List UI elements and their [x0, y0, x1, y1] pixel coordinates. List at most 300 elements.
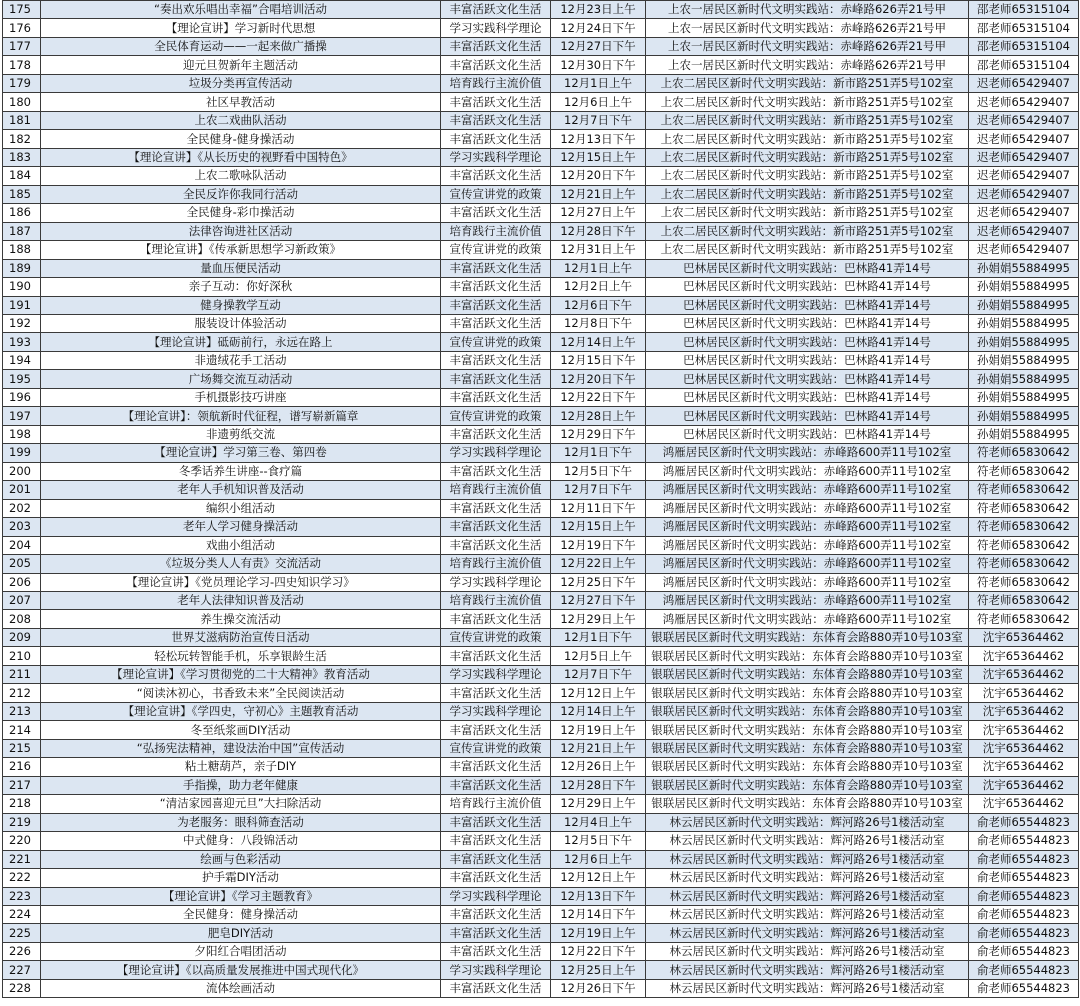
row-number-cell: 186 — [3, 204, 41, 222]
row-number-cell: 224 — [3, 905, 41, 923]
activity-location-cell: 巴林居民区新时代文明实践站：巴林路41弄14号 — [646, 314, 969, 332]
row-number-cell: 223 — [3, 887, 41, 905]
contact-person-cell: 孙娟娟55884995 — [969, 333, 1079, 351]
activity-date-cell: 12月22日下午 — [551, 388, 646, 406]
activity-date-cell: 12月14日下午 — [551, 905, 646, 923]
table-row — [3, 444, 1079, 462]
activity-name-cell: 绘画与色彩活动 — [41, 850, 441, 868]
activity-name-cell: 全民健身：健身操活动 — [41, 905, 441, 923]
activity-name-cell: 【理论宣讲】学习新时代思想 — [41, 19, 441, 37]
activity-location-cell: 上农二居民区新时代文明实践站：新市路251弄5号102室 — [646, 241, 969, 259]
activity-category-cell: 丰富活跃文化生活 — [441, 370, 551, 388]
activity-date-cell: 12月27日上午 — [551, 204, 646, 222]
activity-category-cell: 宣传宣讲党的政策 — [441, 628, 551, 646]
contact-person-cell: 符老师65830642 — [969, 499, 1079, 517]
activity-name-cell: 【理论宣讲】《传承新思想学习新政策》 — [41, 241, 441, 259]
contact-person-cell: 邵老师65315104 — [969, 19, 1079, 37]
activity-category-cell: 学习实践科学理论 — [441, 19, 551, 37]
activity-date-cell: 12月22日下午 — [551, 942, 646, 960]
contact-person-cell: 孙娟娟55884995 — [969, 259, 1079, 277]
table-row — [3, 259, 1079, 277]
contact-person-cell: 邵老师65315104 — [969, 1, 1079, 19]
activity-date-cell: 12月1日上午 — [551, 259, 646, 277]
contact-person-cell: 沈宇65364462 — [969, 684, 1079, 702]
table-row — [3, 499, 1079, 517]
contact-person-cell: 符老师65830642 — [969, 536, 1079, 554]
activity-date-cell: 12月15日上午 — [551, 148, 646, 166]
contact-person-cell: 俞老师65544823 — [969, 905, 1079, 923]
activity-date-cell: 12月7日下午 — [551, 481, 646, 499]
contact-person-cell: 孙娟娟55884995 — [969, 314, 1079, 332]
activity-date-cell: 12月6日上午 — [551, 93, 646, 111]
activity-date-cell: 12月24日下午 — [551, 19, 646, 37]
table-row — [3, 462, 1079, 480]
activity-name-cell: 广场舞交流互动活动 — [41, 370, 441, 388]
activity-date-cell: 12月27日下午 — [551, 592, 646, 610]
table-row — [3, 942, 1079, 960]
row-number-cell: 197 — [3, 407, 41, 425]
table-row — [3, 296, 1079, 314]
activity-location-cell: 上农二居民区新时代文明实践站：新市路251弄5号102室 — [646, 167, 969, 185]
contact-person-cell: 沈宇65364462 — [969, 776, 1079, 794]
activity-category-cell: 宣传宣讲党的政策 — [441, 407, 551, 425]
activity-date-cell: 12月11日下午 — [551, 499, 646, 517]
activity-location-cell: 银联居民区新时代文明实践站：东体育会路880弄10号103室 — [646, 665, 969, 683]
row-number-cell: 206 — [3, 573, 41, 591]
activity-date-cell: 12月29日上午 — [551, 610, 646, 628]
activity-name-cell: 流体绘画活动 — [41, 979, 441, 997]
activity-date-cell: 12月7日下午 — [551, 111, 646, 129]
contact-person-cell: 符老师65830642 — [969, 555, 1079, 573]
table-row — [3, 628, 1079, 646]
activity-category-cell: 培育践行主流价值 — [441, 481, 551, 499]
activity-category-cell: 丰富活跃文化生活 — [441, 850, 551, 868]
row-number-cell: 226 — [3, 942, 41, 960]
activity-date-cell: 12月19日上午 — [551, 721, 646, 739]
activity-date-cell: 12月22日上午 — [551, 555, 646, 573]
activity-name-cell: 手机摄影技巧讲座 — [41, 388, 441, 406]
contact-person-cell: 邵老师65315104 — [969, 37, 1079, 55]
row-number-cell: 211 — [3, 665, 41, 683]
activity-category-cell: 丰富活跃文化生活 — [441, 869, 551, 887]
table-row — [3, 573, 1079, 591]
activity-category-cell: 丰富活跃文化生活 — [441, 462, 551, 480]
activity-category-cell: 丰富活跃文化生活 — [441, 1, 551, 19]
row-number-cell: 209 — [3, 628, 41, 646]
activity-date-cell: 12月15日上午 — [551, 518, 646, 536]
activity-location-cell: 林云居民区新时代文明实践站：辉河路26号1楼活动室 — [646, 887, 969, 905]
contact-person-cell: 符老师65830642 — [969, 518, 1079, 536]
row-number-cell: 196 — [3, 388, 41, 406]
activity-date-cell: 12月31日上午 — [551, 241, 646, 259]
contact-person-cell: 俞老师65544823 — [969, 961, 1079, 979]
contact-person-cell: 孙娟娟55884995 — [969, 351, 1079, 369]
row-number-cell: 182 — [3, 130, 41, 148]
activity-location-cell: 巴林居民区新时代文明实践站：巴林路41弄14号 — [646, 425, 969, 443]
row-number-cell: 189 — [3, 259, 41, 277]
contact-person-cell: 迟老师65429407 — [969, 241, 1079, 259]
table-row — [3, 130, 1079, 148]
activity-name-cell: 老年人学习健身操活动 — [41, 518, 441, 536]
activity-location-cell: 上农二居民区新时代文明实践站：新市路251弄5号102室 — [646, 185, 969, 203]
activity-location-cell: 鸿雁居民区新时代文明实践站：赤峰路600弄11号102室 — [646, 499, 969, 517]
table-row — [3, 314, 1079, 332]
activity-name-cell: 世界艾滋病防治宣传日活动 — [41, 628, 441, 646]
activity-location-cell: 鸿雁居民区新时代文明实践站：赤峰路600弄11号102室 — [646, 518, 969, 536]
contact-person-cell: 沈宇65364462 — [969, 739, 1079, 757]
activity-date-cell: 12月14日上午 — [551, 333, 646, 351]
contact-person-cell: 孙娟娟55884995 — [969, 296, 1079, 314]
activity-location-cell: 上农二居民区新时代文明实践站：新市路251弄5号102室 — [646, 74, 969, 92]
activity-name-cell: “阅读沐初心，书香致未来”全民阅读活动 — [41, 684, 441, 702]
contact-person-cell: 俞老师65544823 — [969, 850, 1079, 868]
contact-person-cell: 俞老师65544823 — [969, 887, 1079, 905]
activity-location-cell: 林云居民区新时代文明实践站：辉河路26号1楼活动室 — [646, 924, 969, 942]
row-number-cell: 192 — [3, 314, 41, 332]
activity-date-cell: 12月5日下午 — [551, 462, 646, 480]
activity-location-cell: 林云居民区新时代文明实践站：辉河路26号1楼活动室 — [646, 869, 969, 887]
row-number-cell: 201 — [3, 481, 41, 499]
activity-location-cell: 巴林居民区新时代文明实践站：巴林路41弄14号 — [646, 259, 969, 277]
activity-location-cell: 巴林居民区新时代文明实践站：巴林路41弄14号 — [646, 278, 969, 296]
activity-category-cell: 丰富活跃文化生活 — [441, 296, 551, 314]
row-number-cell: 208 — [3, 610, 41, 628]
activity-date-cell: 12月7日下午 — [551, 665, 646, 683]
table-row — [3, 776, 1079, 794]
row-number-cell: 175 — [3, 1, 41, 19]
table-row — [3, 702, 1079, 720]
contact-person-cell: 符老师65830642 — [969, 481, 1079, 499]
activity-location-cell: 巴林居民区新时代文明实践站：巴林路41弄14号 — [646, 351, 969, 369]
row-number-cell: 199 — [3, 444, 41, 462]
contact-person-cell: 符老师65830642 — [969, 573, 1079, 591]
activity-location-cell: 银联居民区新时代文明实践站：东体育会路880弄10号103室 — [646, 758, 969, 776]
activity-category-cell: 丰富活跃文化生活 — [441, 56, 551, 74]
activity-location-cell: 上农二居民区新时代文明实践站：新市路251弄5号102室 — [646, 93, 969, 111]
activity-category-cell: 丰富活跃文化生活 — [441, 93, 551, 111]
activity-category-cell: 学习实践科学理论 — [441, 573, 551, 591]
activity-location-cell: 银联居民区新时代文明实践站：东体育会路880弄10号103室 — [646, 721, 969, 739]
activity-name-cell: “弘扬宪法精神，建设法治中国”宣传活动 — [41, 739, 441, 757]
activity-date-cell: 12月15日下午 — [551, 351, 646, 369]
activity-category-cell: 丰富活跃文化生活 — [441, 979, 551, 997]
contact-person-cell: 沈宇65364462 — [969, 665, 1079, 683]
activity-location-cell: 上农二居民区新时代文明实践站：新市路251弄5号102室 — [646, 204, 969, 222]
activity-category-cell: 丰富活跃文化生活 — [441, 499, 551, 517]
activity-name-cell: 【理论宣讲】砥砺前行，永远在路上 — [41, 333, 441, 351]
activity-location-cell: 上农二居民区新时代文明实践站：新市路251弄5号102室 — [646, 148, 969, 166]
activity-date-cell: 12月28日下午 — [551, 776, 646, 794]
activity-date-cell: 12月21日上午 — [551, 185, 646, 203]
row-number-cell: 228 — [3, 979, 41, 997]
row-number-cell: 210 — [3, 647, 41, 665]
activity-category-cell: 丰富活跃文化生活 — [441, 905, 551, 923]
activity-date-cell: 12月27日下午 — [551, 37, 646, 55]
activity-category-cell: 培育践行主流价值 — [441, 222, 551, 240]
row-number-cell: 194 — [3, 351, 41, 369]
activity-category-cell: 宣传宣讲党的政策 — [441, 185, 551, 203]
activity-category-cell: 丰富活跃文化生活 — [441, 278, 551, 296]
activity-name-cell: 为老服务：眼科筛查活动 — [41, 813, 441, 831]
activity-location-cell: 巴林居民区新时代文明实践站：巴林路41弄14号 — [646, 370, 969, 388]
activity-category-cell: 丰富活跃文化生活 — [441, 425, 551, 443]
activity-name-cell: 冬至纸浆画DIY活动 — [41, 721, 441, 739]
table-row — [3, 388, 1079, 406]
row-number-cell: 217 — [3, 776, 41, 794]
activity-location-cell: 林云居民区新时代文明实践站：辉河路26号1楼活动室 — [646, 813, 969, 831]
activity-category-cell: 培育践行主流价值 — [441, 592, 551, 610]
table-row — [3, 425, 1079, 443]
activity-name-cell: 《垃圾分类人人有责》交流活动 — [41, 555, 441, 573]
activity-category-cell: 宣传宣讲党的政策 — [441, 739, 551, 757]
contact-person-cell: 孙娟娟55884995 — [969, 278, 1079, 296]
contact-person-cell: 俞老师65544823 — [969, 924, 1079, 942]
table-row — [3, 721, 1079, 739]
activity-category-cell: 丰富活跃文化生活 — [441, 536, 551, 554]
activity-date-cell: 12月29日上午 — [551, 795, 646, 813]
activity-name-cell: 粘土糖葫芦，亲子DIY — [41, 758, 441, 776]
activity-location-cell: 鸿雁居民区新时代文明实践站：赤峰路600弄11号102室 — [646, 481, 969, 499]
contact-person-cell: 迟老师65429407 — [969, 130, 1079, 148]
activity-date-cell: 12月4日上午 — [551, 813, 646, 831]
row-number-cell: 222 — [3, 869, 41, 887]
activity-name-cell: 量血压便民活动 — [41, 259, 441, 277]
activity-category-cell: 丰富活跃文化生活 — [441, 388, 551, 406]
activity-date-cell: 12月30日下午 — [551, 56, 646, 74]
row-number-cell: 183 — [3, 148, 41, 166]
activity-location-cell: 银联居民区新时代文明实践站：东体育会路880弄10号103室 — [646, 684, 969, 702]
activity-name-cell: 全民健身-彩巾操活动 — [41, 204, 441, 222]
activity-category-cell: 丰富活跃文化生活 — [441, 942, 551, 960]
row-number-cell: 198 — [3, 425, 41, 443]
row-number-cell: 213 — [3, 702, 41, 720]
row-number-cell: 203 — [3, 518, 41, 536]
contact-person-cell: 俞老师65544823 — [969, 979, 1079, 997]
table-row — [3, 56, 1079, 74]
activity-date-cell: 12月1日下午 — [551, 444, 646, 462]
activity-name-cell: 冬季话养生讲座--食疗篇 — [41, 462, 441, 480]
activity-date-cell: 12月1日上午 — [551, 74, 646, 92]
activity-date-cell: 12月13日下午 — [551, 130, 646, 148]
activity-location-cell: 巴林居民区新时代文明实践站：巴林路41弄14号 — [646, 333, 969, 351]
activity-date-cell: 12月25日下午 — [551, 573, 646, 591]
table-row — [3, 241, 1079, 259]
table-row — [3, 351, 1079, 369]
row-number-cell: 193 — [3, 333, 41, 351]
table-row — [3, 795, 1079, 813]
table-row — [3, 979, 1079, 997]
activity-date-cell: 12月12日上午 — [551, 869, 646, 887]
table-body — [3, 1, 1079, 998]
contact-person-cell: 符老师65830642 — [969, 592, 1079, 610]
activity-date-cell: 12月5日下午 — [551, 832, 646, 850]
table-row — [3, 869, 1079, 887]
activity-name-cell: 社区早教活动 — [41, 93, 441, 111]
activity-location-cell: 上农一居民区新时代文明实践站：赤峰路626弄21号甲 — [646, 56, 969, 74]
activity-date-cell: 12月13日下午 — [551, 887, 646, 905]
activity-name-cell: 非遗绒花手工活动 — [41, 351, 441, 369]
activity-location-cell: 鸿雁居民区新时代文明实践站：赤峰路600弄11号102室 — [646, 536, 969, 554]
activity-name-cell: 法律咨询进社区活动 — [41, 222, 441, 240]
contact-person-cell: 迟老师65429407 — [969, 148, 1079, 166]
activity-location-cell: 林云居民区新时代文明实践站：辉河路26号1楼活动室 — [646, 850, 969, 868]
activity-category-cell: 丰富活跃文化生活 — [441, 111, 551, 129]
row-number-cell: 202 — [3, 499, 41, 517]
contact-person-cell: 迟老师65429407 — [969, 222, 1079, 240]
activity-date-cell: 12月28日上午 — [551, 407, 646, 425]
activity-location-cell: 鸿雁居民区新时代文明实践站：赤峰路600弄11号102室 — [646, 462, 969, 480]
activity-date-cell: 12月1日下午 — [551, 628, 646, 646]
activity-name-cell: 【理论宣讲】《学四史，守初心》主题教育活动 — [41, 702, 441, 720]
activity-date-cell: 12月8日下午 — [551, 314, 646, 332]
contact-person-cell: 沈宇65364462 — [969, 721, 1079, 739]
contact-person-cell: 迟老师65429407 — [969, 74, 1079, 92]
activity-name-cell: 【理论宣讲】学习第三卷、第四卷 — [41, 444, 441, 462]
activity-name-cell: 上农二戏曲队活动 — [41, 111, 441, 129]
activity-category-cell: 学习实践科学理论 — [441, 665, 551, 683]
activity-category-cell: 丰富活跃文化生活 — [441, 776, 551, 794]
row-number-cell: 216 — [3, 758, 41, 776]
contact-person-cell: 孙娟娟55884995 — [969, 407, 1079, 425]
activity-name-cell: 【理论宣讲】《以高质量发展推进中国式现代化》 — [41, 961, 441, 979]
row-number-cell: 219 — [3, 813, 41, 831]
activity-category-cell: 丰富活跃文化生活 — [441, 518, 551, 536]
table-row — [3, 924, 1079, 942]
row-number-cell: 181 — [3, 111, 41, 129]
table-row — [3, 518, 1079, 536]
activity-name-cell: 轻松玩转智能手机，乐享银龄生活 — [41, 647, 441, 665]
table-row — [3, 850, 1079, 868]
activity-category-cell: 培育践行主流价值 — [441, 795, 551, 813]
contact-person-cell: 沈宇65364462 — [969, 647, 1079, 665]
activity-date-cell: 12月2日上午 — [551, 278, 646, 296]
contact-person-cell: 俞老师65544823 — [969, 813, 1079, 831]
table-row — [3, 905, 1079, 923]
contact-person-cell: 符老师65830642 — [969, 610, 1079, 628]
activity-category-cell: 丰富活跃文化生活 — [441, 684, 551, 702]
table-row — [3, 665, 1079, 683]
row-number-cell: 220 — [3, 832, 41, 850]
activity-name-cell: 手指操，助力老年健康 — [41, 776, 441, 794]
activity-category-cell: 丰富活跃文化生活 — [441, 204, 551, 222]
activity-date-cell: 12月19日下午 — [551, 536, 646, 554]
row-number-cell: 207 — [3, 592, 41, 610]
activity-location-cell: 鸿雁居民区新时代文明实践站：赤峰路600弄11号102室 — [646, 444, 969, 462]
activity-location-cell: 鸿雁居民区新时代文明实践站：赤峰路600弄11号102室 — [646, 610, 969, 628]
row-number-cell: 184 — [3, 167, 41, 185]
activity-schedule-table — [2, 0, 1079, 998]
table-row — [3, 407, 1079, 425]
activity-date-cell: 12月20日下午 — [551, 370, 646, 388]
activity-date-cell: 12月25日上午 — [551, 961, 646, 979]
activity-category-cell: 丰富活跃文化生活 — [441, 721, 551, 739]
activity-name-cell: 全民体育运动——一起来做广播操 — [41, 37, 441, 55]
table-row — [3, 555, 1079, 573]
activity-name-cell: 【理论宣讲】《从长历史的视野看中国特色》 — [41, 148, 441, 166]
row-number-cell: 204 — [3, 536, 41, 554]
contact-person-cell: 迟老师65429407 — [969, 93, 1079, 111]
activity-category-cell: 丰富活跃文化生活 — [441, 924, 551, 942]
activity-name-cell: “清洁家园喜迎元旦”大扫除活动 — [41, 795, 441, 813]
activity-date-cell: 12月26日下午 — [551, 979, 646, 997]
table-row — [3, 887, 1079, 905]
activity-name-cell: 全民健身-健身操活动 — [41, 130, 441, 148]
row-number-cell: 215 — [3, 739, 41, 757]
activity-location-cell: 林云居民区新时代文明实践站：辉河路26号1楼活动室 — [646, 905, 969, 923]
activity-category-cell: 丰富活跃文化生活 — [441, 167, 551, 185]
table-row — [3, 74, 1079, 92]
table-row — [3, 832, 1079, 850]
activity-category-cell: 丰富活跃文化生活 — [441, 647, 551, 665]
activity-date-cell: 12月20日下午 — [551, 167, 646, 185]
activity-date-cell: 12月26日上午 — [551, 758, 646, 776]
table-row — [3, 111, 1079, 129]
activity-date-cell: 12月28日下午 — [551, 222, 646, 240]
row-number-cell: 200 — [3, 462, 41, 480]
activity-date-cell: 12月19日上午 — [551, 924, 646, 942]
activity-location-cell: 银联居民区新时代文明实践站：东体育会路880弄10号103室 — [646, 739, 969, 757]
activity-name-cell: 夕阳红合唱团活动 — [41, 942, 441, 960]
contact-person-cell: 沈宇65364462 — [969, 795, 1079, 813]
activity-location-cell: 上农二居民区新时代文明实践站：新市路251弄5号102室 — [646, 222, 969, 240]
activity-name-cell: 中式健身：八段锦活动 — [41, 832, 441, 850]
activity-category-cell: 丰富活跃文化生活 — [441, 130, 551, 148]
table-row — [3, 961, 1079, 979]
activity-date-cell: 12月14日上午 — [551, 702, 646, 720]
activity-name-cell: 【理论宣讲】《党员理论学习-四史知识学习》 — [41, 573, 441, 591]
activity-location-cell: 林云居民区新时代文明实践站：辉河路26号1楼活动室 — [646, 979, 969, 997]
row-number-cell: 218 — [3, 795, 41, 813]
table-row — [3, 536, 1079, 554]
table-row — [3, 684, 1079, 702]
row-number-cell: 177 — [3, 37, 41, 55]
activity-location-cell: 林云居民区新时代文明实践站：辉河路26号1楼活动室 — [646, 942, 969, 960]
table-row — [3, 370, 1079, 388]
table-row — [3, 19, 1079, 37]
row-number-cell: 187 — [3, 222, 41, 240]
activity-name-cell: 老年人手机知识普及活动 — [41, 481, 441, 499]
activity-location-cell: 上农一居民区新时代文明实践站：赤峰路626弄21号甲 — [646, 37, 969, 55]
table-row — [3, 647, 1079, 665]
contact-person-cell: 沈宇65364462 — [969, 702, 1079, 720]
table-row — [3, 592, 1079, 610]
activity-date-cell: 12月6日下午 — [551, 296, 646, 314]
activity-location-cell: 银联居民区新时代文明实践站：东体育会路880弄10号103室 — [646, 647, 969, 665]
table-row — [3, 610, 1079, 628]
activity-location-cell: 银联居民区新时代文明实践站：东体育会路880弄10号103室 — [646, 628, 969, 646]
row-number-cell: 191 — [3, 296, 41, 314]
row-number-cell: 178 — [3, 56, 41, 74]
row-number-cell: 205 — [3, 555, 41, 573]
activity-date-cell: 12月6日上午 — [551, 850, 646, 868]
activity-location-cell: 巴林居民区新时代文明实践站：巴林路41弄14号 — [646, 296, 969, 314]
activity-name-cell: 上农二歌咏队活动 — [41, 167, 441, 185]
table-row — [3, 204, 1079, 222]
activity-location-cell: 银联居民区新时代文明实践站：东体育会路880弄10号103室 — [646, 776, 969, 794]
table-row — [3, 93, 1079, 111]
activity-date-cell: 12月29日下午 — [551, 425, 646, 443]
activity-name-cell: 亲子互动：你好深秋 — [41, 278, 441, 296]
activity-date-cell: 12月23日上午 — [551, 1, 646, 19]
activity-category-cell: 丰富活跃文化生活 — [441, 351, 551, 369]
contact-person-cell: 迟老师65429407 — [969, 204, 1079, 222]
table-row — [3, 222, 1079, 240]
activity-name-cell: “奏出欢乐唱出幸福”合唱培训活动 — [41, 1, 441, 19]
activity-name-cell: 编织小组活动 — [41, 499, 441, 517]
activity-location-cell: 林云居民区新时代文明实践站：辉河路26号1楼活动室 — [646, 832, 969, 850]
row-number-cell: 180 — [3, 93, 41, 111]
table-row — [3, 739, 1079, 757]
